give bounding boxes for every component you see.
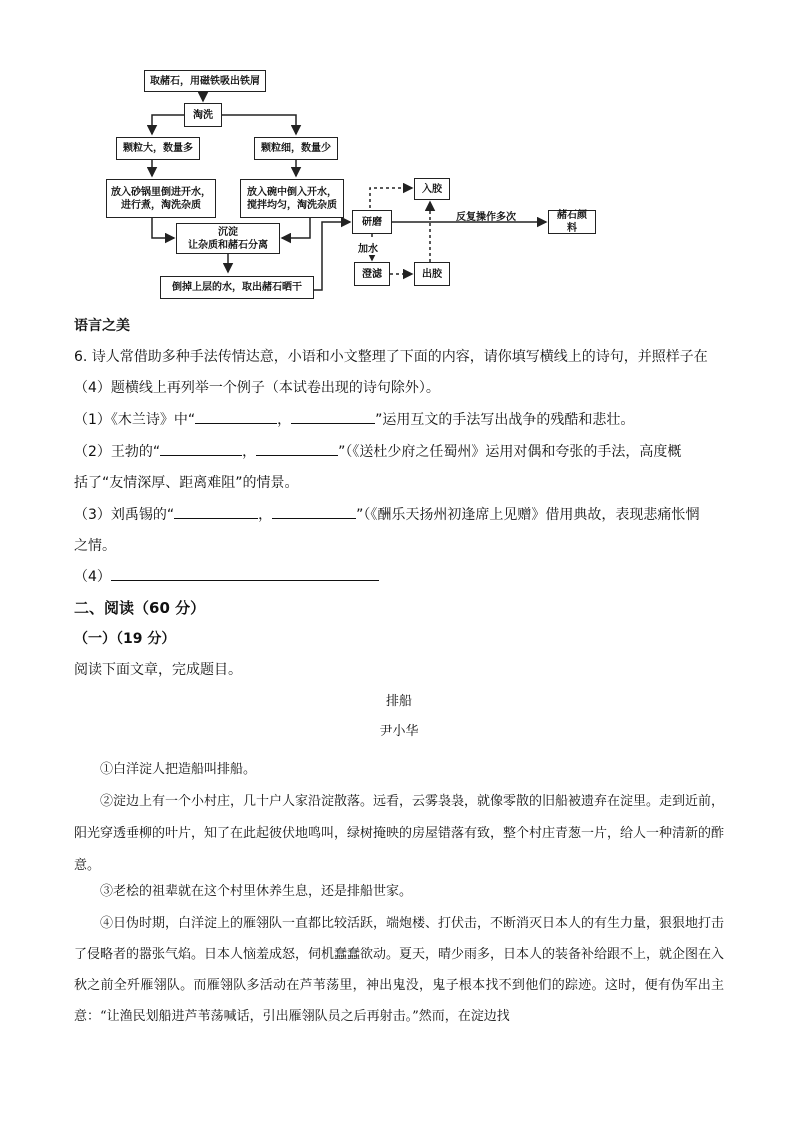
article-paragraph-2: ②淀边上有一个小村庄，几十户人家沿淀散落。远看，云雾袅袅，就像零散的旧船被遗弃在淀里。走到近前，阳光穿透垂柳的叶片，知了在此起彼伏地鸣叫，绿树掩映的房屋错落有致，整个村庄青葱一片，给人一种清新的酢意。 bbox=[74, 794, 725, 873]
q6-item3-blank1[interactable] bbox=[174, 505, 258, 519]
flow-step-magnet-text: 取赭石，用磁铁吸出铁屑 bbox=[150, 75, 260, 87]
flow-settle bbox=[176, 223, 280, 254]
flow-pigment bbox=[548, 210, 596, 234]
q6-item2-sep: ， bbox=[242, 444, 257, 460]
flow-grind bbox=[352, 210, 392, 234]
flow-step-magnet bbox=[144, 70, 266, 92]
q6-item2-suffix: ”（《送杜少府之任蜀州》运用对偶和夸张的手法，高度概 bbox=[338, 444, 682, 460]
q6-item1-suffix: ”运用互文的手法写出战争的残酷和悲壮。 bbox=[375, 412, 635, 428]
q6-item1-sep: ， bbox=[277, 412, 292, 428]
q6-intro-line2: （4）题横线上再列举一个例子（本试卷出现的诗句除外）。 bbox=[74, 380, 440, 396]
flow-boil-in-pot-text: 放入砂锅里倒进开水，进行煮，淘洗杂质 bbox=[111, 186, 211, 211]
q6-item4-prefix: （4） bbox=[74, 569, 111, 585]
q6-item3-suffix: ”（《酬乐天扬州初逢席上见赠》借用典故，表现悲痛怅惘 bbox=[356, 507, 700, 523]
section-heading-reading: 二、阅读（60 分） bbox=[74, 599, 206, 617]
q6-item-2 bbox=[74, 442, 724, 462]
flow-fine-particles bbox=[254, 137, 338, 160]
q6-item2-continued: 括了“友情深厚、距离难阻”的情景。 bbox=[74, 475, 299, 491]
article-paragraph-1: ①白洋淀人把造船叫排船。 bbox=[100, 762, 257, 777]
flow-stir-in-bowl-text: 放入碗中倒入开水，搅拌均匀，淘洗杂质 bbox=[247, 186, 337, 211]
q6-item2-blank1[interactable] bbox=[160, 442, 242, 456]
flow-add-glue bbox=[414, 178, 450, 200]
q6-item2-blank2[interactable] bbox=[256, 442, 338, 456]
q6-item-3 bbox=[74, 505, 724, 525]
flow-settle-desc: 让杂质和赭石分离 bbox=[188, 239, 268, 251]
article-paragraph-3: ③老桧的祖辈就在这个村里休养生息，还是排船世家。 bbox=[100, 884, 413, 899]
q6-item3-continued: 之情。 bbox=[74, 538, 116, 554]
flow-large-particles bbox=[116, 137, 200, 160]
q6-item2-prefix: （2）王勃的“ bbox=[74, 444, 161, 460]
section-heading-language: 语言之美 bbox=[74, 318, 130, 334]
flow-grind-text: 研磨 bbox=[362, 216, 382, 228]
reading-part-1: （一）（19 分） bbox=[74, 631, 176, 647]
flow-boil-in-pot bbox=[106, 179, 216, 218]
q6-item1-blank1[interactable] bbox=[195, 410, 277, 424]
q6-item3-prefix: （3）刘禹锡的“ bbox=[74, 507, 175, 523]
q6-item-4 bbox=[74, 567, 724, 587]
article-author: 尹小华 bbox=[379, 724, 419, 739]
q6-item1-blank2[interactable] bbox=[291, 410, 375, 424]
flow-large-particles-text: 颗粒大，数量多 bbox=[123, 143, 193, 154]
flow-step-wash bbox=[184, 103, 222, 127]
article-paragraph-4: ④日伪时期，白洋淀上的雁翎队一直都比较活跃，端炮楼、打伏击，不断消灭日本人的有生力量，狠狠地打击了侵略者的嚣张气焰。日本人恼羞成怒，伺机蠢蠢欲动。夏天，晴少雨多，日本人的装备补给跟不上，就企图在入秋之前全歼雁翎队。而雁翎队多活动在芦苇荡里，神出鬼没，鬼子根本找不到他们的踪迹。这时，便有伪军出主意：“让渔民划船进芦苇荡喊话，引出雁翎队员之后再射击。”然而，在淀边找 bbox=[74, 916, 725, 1024]
flow-stir-in-bowl bbox=[240, 179, 344, 218]
flow-settle-title: 沉淀 bbox=[218, 226, 238, 238]
q6-item-1 bbox=[74, 410, 724, 430]
q6-item1-prefix: （1）《木兰诗》中“ bbox=[74, 412, 196, 428]
q6-item3-sep: ， bbox=[258, 507, 273, 523]
article-title: 排船 bbox=[385, 694, 412, 709]
process-flowchart bbox=[100, 60, 620, 305]
flow-dry bbox=[160, 276, 314, 299]
flow-pigment-text: 赭石颜料 bbox=[557, 210, 587, 234]
q6-item4-blank[interactable] bbox=[111, 567, 379, 581]
flow-remove-glue-text: 出胶 bbox=[422, 268, 442, 280]
reading-instruction: 阅读下面文章，完成题目。 bbox=[74, 662, 242, 678]
flow-step-wash-text: 淘洗 bbox=[193, 109, 213, 121]
flow-clarify-text: 澄滤 bbox=[362, 268, 382, 280]
flow-clarify bbox=[354, 262, 390, 286]
flow-repeat-label: 反复操作多次 bbox=[456, 212, 516, 223]
flow-fine-particles-text: 颗粒细，数量少 bbox=[261, 143, 331, 154]
flow-remove-glue bbox=[414, 262, 450, 286]
q6-intro-line1: 6. 诗人常借助多种手法传情达意，小语和小文整理了下面的内容，请你填写横线上的诗句，并照样子在 bbox=[74, 349, 708, 365]
flow-add-water-label: 加水 bbox=[358, 240, 378, 255]
flow-add-glue-text: 入胶 bbox=[422, 183, 442, 195]
flow-dry-text: 倒掉上层的水，取出赭石晒干 bbox=[172, 282, 302, 293]
q6-item3-blank2[interactable] bbox=[272, 505, 356, 519]
